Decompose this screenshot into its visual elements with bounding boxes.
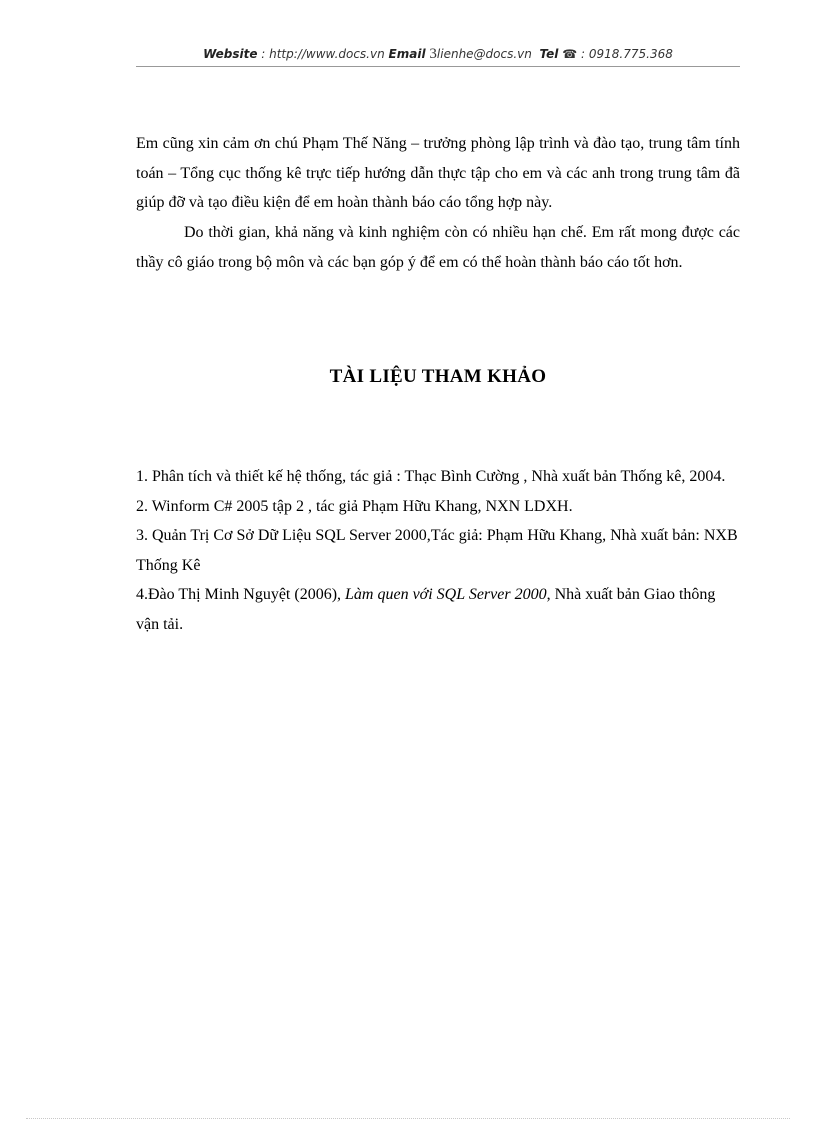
page-number: 3 — [429, 46, 437, 62]
paragraph-thanks: Em cũng xin cảm ơn chú Phạm Thế Năng – trưởng phòng lập trình và đào tạo, trung tâm tính toán – Tổng cục thống kê trực tiếp hướng dẫn thực tập cho em và các anh trong trung tâm đã giúp đỡ và tạo điều kiện để em hoàn thành báo cáo tổng hợp này. — [136, 135, 740, 211]
email-value[interactable]: lienhe@docs.vn — [436, 47, 532, 61]
paragraph-closing: Do thời gian, khả năng và kinh nghiệm còn có nhiều hạn chế. Em rất mong được các thầy cô giáo trong bộ môn và các bạn góp ý để em có thể hoàn thành báo cáo tốt hơn. — [136, 224, 740, 271]
references-list — [136, 462, 740, 639]
reference-item-4 — [136, 580, 740, 639]
reference-4-title: Làm quen với SQL Server 2000 — [345, 586, 547, 603]
reference-item-3: 3. Quản Trị Cơ Sở Dữ Liệu SQL Server 2000,Tác giả: Phạm Hữu Khang, Nhà xuất bản: NXB Thống Kê — [136, 527, 738, 574]
tel-separator: : — [577, 47, 589, 61]
references-title: TÀI LIỆU THAM KHẢO — [329, 366, 547, 387]
reference-4-prefix: 4.Đào Thị Minh Nguyệt (2006), — [136, 586, 346, 603]
header-divider — [136, 66, 740, 67]
website-separator: : — [257, 47, 270, 61]
website-url[interactable]: http://www.docs.vn — [269, 47, 385, 61]
page-header — [136, 46, 740, 63]
phone-icon: ☎ — [562, 47, 578, 61]
reference-item-2: 2. Winform C# 2005 tập 2 , tác giả Phạm Hữu Khang, NXN LDXH. — [136, 497, 573, 515]
tel-label: Tel — [539, 47, 559, 61]
reference-4-suffix: , Nhà xuất bản Giao thông vận tải. — [136, 586, 716, 633]
email-label: Email — [388, 47, 426, 61]
reference-item-1: 1. Phân tích và thiết kế hệ thống, tác giả : Thạc Bình Cường , Nhà xuất bản Thống kê, 2004. — [136, 468, 726, 485]
website-label: Website — [203, 47, 258, 61]
tel-value: 0918.775.368 — [588, 47, 673, 61]
page-bottom-border — [26, 1118, 790, 1119]
